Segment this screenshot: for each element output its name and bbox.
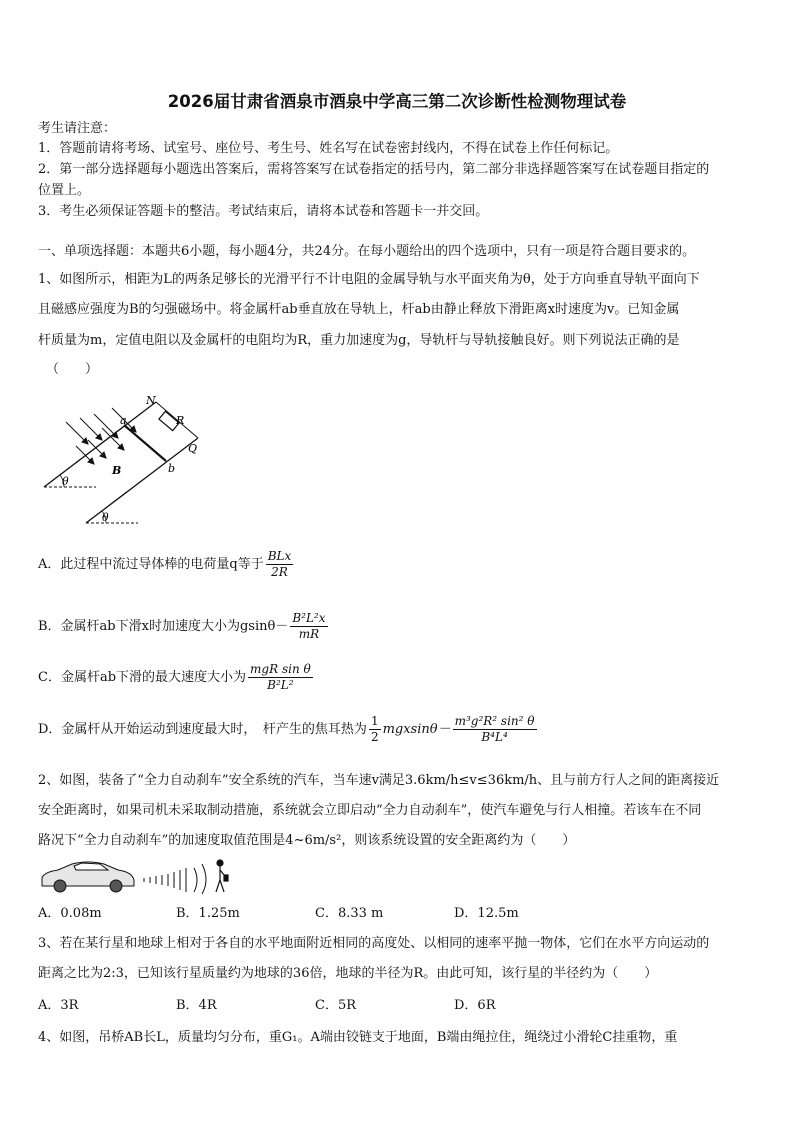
fraction: $\frac{\text{m³g²R² sin² θ}}{\text{B⁴L⁴}}$ <box>454 714 535 744</box>
label-N: N <box>146 394 156 407</box>
label-B: B <box>112 464 122 477</box>
q1-option-d: D．金属杆从开始运动到速度最大时， 杆产生的焦耳热为 $\frac{1}{2}$ mgxsinθ－ $\frac{\text{m³g²R² sin² θ}}{\text{B⁴L⁴}}$ <box>38 714 535 744</box>
q2-line-3: 路况下“全力自动刹车”的加速度取值范围是4~6m/s²，则该系统设置的安全距离约为（ ） <box>38 833 576 848</box>
fraction: $\frac{\text{BLx}}{2R}$ <box>267 549 292 579</box>
q1-option-c: C．金属杆ab下滑的最大速度大小为 $\frac{\text{mgR sin θ}}{\text{B²L²}}$ <box>38 662 311 692</box>
q3-option-c: C．5R <box>315 998 357 1013</box>
page-title: 2026届甘肃省酒泉市酒泉中学高三第二次诊断性检测物理试卷 <box>167 92 627 111</box>
label-theta-2: θ <box>102 511 109 524</box>
q1-option-b: B．金属杆ab下滑x时加速度大小为gsinθ－ $\frac{\text{B²L²x}}{mR}$ <box>38 611 326 641</box>
fraction: $\frac{1}{2}$ <box>370 714 379 744</box>
q2-option-b: B．1.25m <box>176 906 240 921</box>
q3-option-b: B．4R <box>176 998 217 1013</box>
pedestrian-illustration <box>216 860 228 892</box>
notice-item-3: 3．考生必须保证答题卡的整洁。考试结束后，请将本试卷和答题卡一并交回。 <box>38 204 489 219</box>
q1-answer-paren: （ ） <box>46 362 99 377</box>
car-pedestrian-figure <box>38 858 238 896</box>
q1-line-3: 杆质量为m，定值电阻以及金属杆的电阻均为R，重力加速度为g，导轨杆与导轨接触良好。则下列说法正确的是 <box>38 333 680 348</box>
label-theta-1: θ <box>62 475 69 488</box>
notice-item-2: 2．第一部分选择题每小题选出答案后，需将答案写在试卷指定的括号内，第二部分非选择题答案写在试卷题目指定的 <box>38 162 710 177</box>
notice-item-2-cont: 位置上。 <box>38 183 91 198</box>
q2-line-1: 2、如图，装备了“全力自动刹车”安全系统的汽车，当车速v满足3.6km/h≤v≤36km/h、且与前方行人之间的距离接近 <box>38 773 720 788</box>
fraction: $\frac{\text{mgR sin θ}}{\text{B²L²}}$ <box>250 662 311 692</box>
sensor-waves <box>144 864 206 894</box>
label-R: R <box>176 414 185 427</box>
q1-line-1: 1、如图所示，相距为L的两条足够长的光滑平行不计电阻的金属导轨与水平面夹角为θ，处于方向垂直导轨平面向下 <box>38 272 700 287</box>
fraction: $\frac{\text{B²L²x}}{mR}$ <box>292 611 326 641</box>
label-Q: Q <box>188 442 198 455</box>
label-a: a <box>120 414 127 427</box>
section-heading: 一、单项选择题：本题共6小题，每小题4分，共24分。在每小题给出的四个选项中，只有一项是符合题目要求的。 <box>38 244 696 259</box>
q2-option-d: D．12.5m <box>454 906 519 921</box>
notice-item-1: 1．答题前请将考场、试室号、座位号、考生号、姓名写在试卷密封线内，不得在试卷上作任何标记。 <box>38 141 619 156</box>
incline-rail-figure <box>36 392 206 528</box>
q2-option-a: A．0.08m <box>38 906 102 921</box>
q3-line-1: 3、若在某行星和地球上相对于各自的水平地面附近相同的高度处、以相同的速率平抛一物体，它们在水平方向运动的 <box>38 936 710 951</box>
q3-line-2: 距离之比为2:3，已知该行星质量约为地球的36倍，地球的半径为R。由此可知，该行星的半径约为（ ） <box>38 966 658 981</box>
notice-heading: 考生请注意： <box>38 121 117 136</box>
q1-option-a: A．此过程中流过导体棒的电荷量q等于 $\frac{\text{BLx}}{2R}$ <box>38 549 292 579</box>
q4-line-1: 4、如图，吊桥AB长L，质量均匀分布，重G₁。A端由铰链支于地面，B端由绳拉住，绳绕过小滑轮C挂重物，重 <box>38 1030 678 1045</box>
q2-line-2: 安全距离时，如果司机未采取制动措施，系统就会立即启动“全力自动刹车”，使汽车避免与行人相撞。若该车在不同 <box>38 803 702 818</box>
q3-option-d: D．6R <box>454 998 496 1013</box>
car-illustration <box>42 862 134 892</box>
upper-rail <box>44 402 156 487</box>
label-b: b <box>168 462 176 475</box>
q3-option-a: A．3R <box>38 998 79 1013</box>
q2-option-c: C．8.33 m <box>315 906 384 921</box>
q1-line-2: 且磁感应强度为B的匀强磁场中。将金属杆ab垂直放在导轨上，杆ab由静止释放下滑距离x时速度为v。已知金属 <box>38 302 680 317</box>
